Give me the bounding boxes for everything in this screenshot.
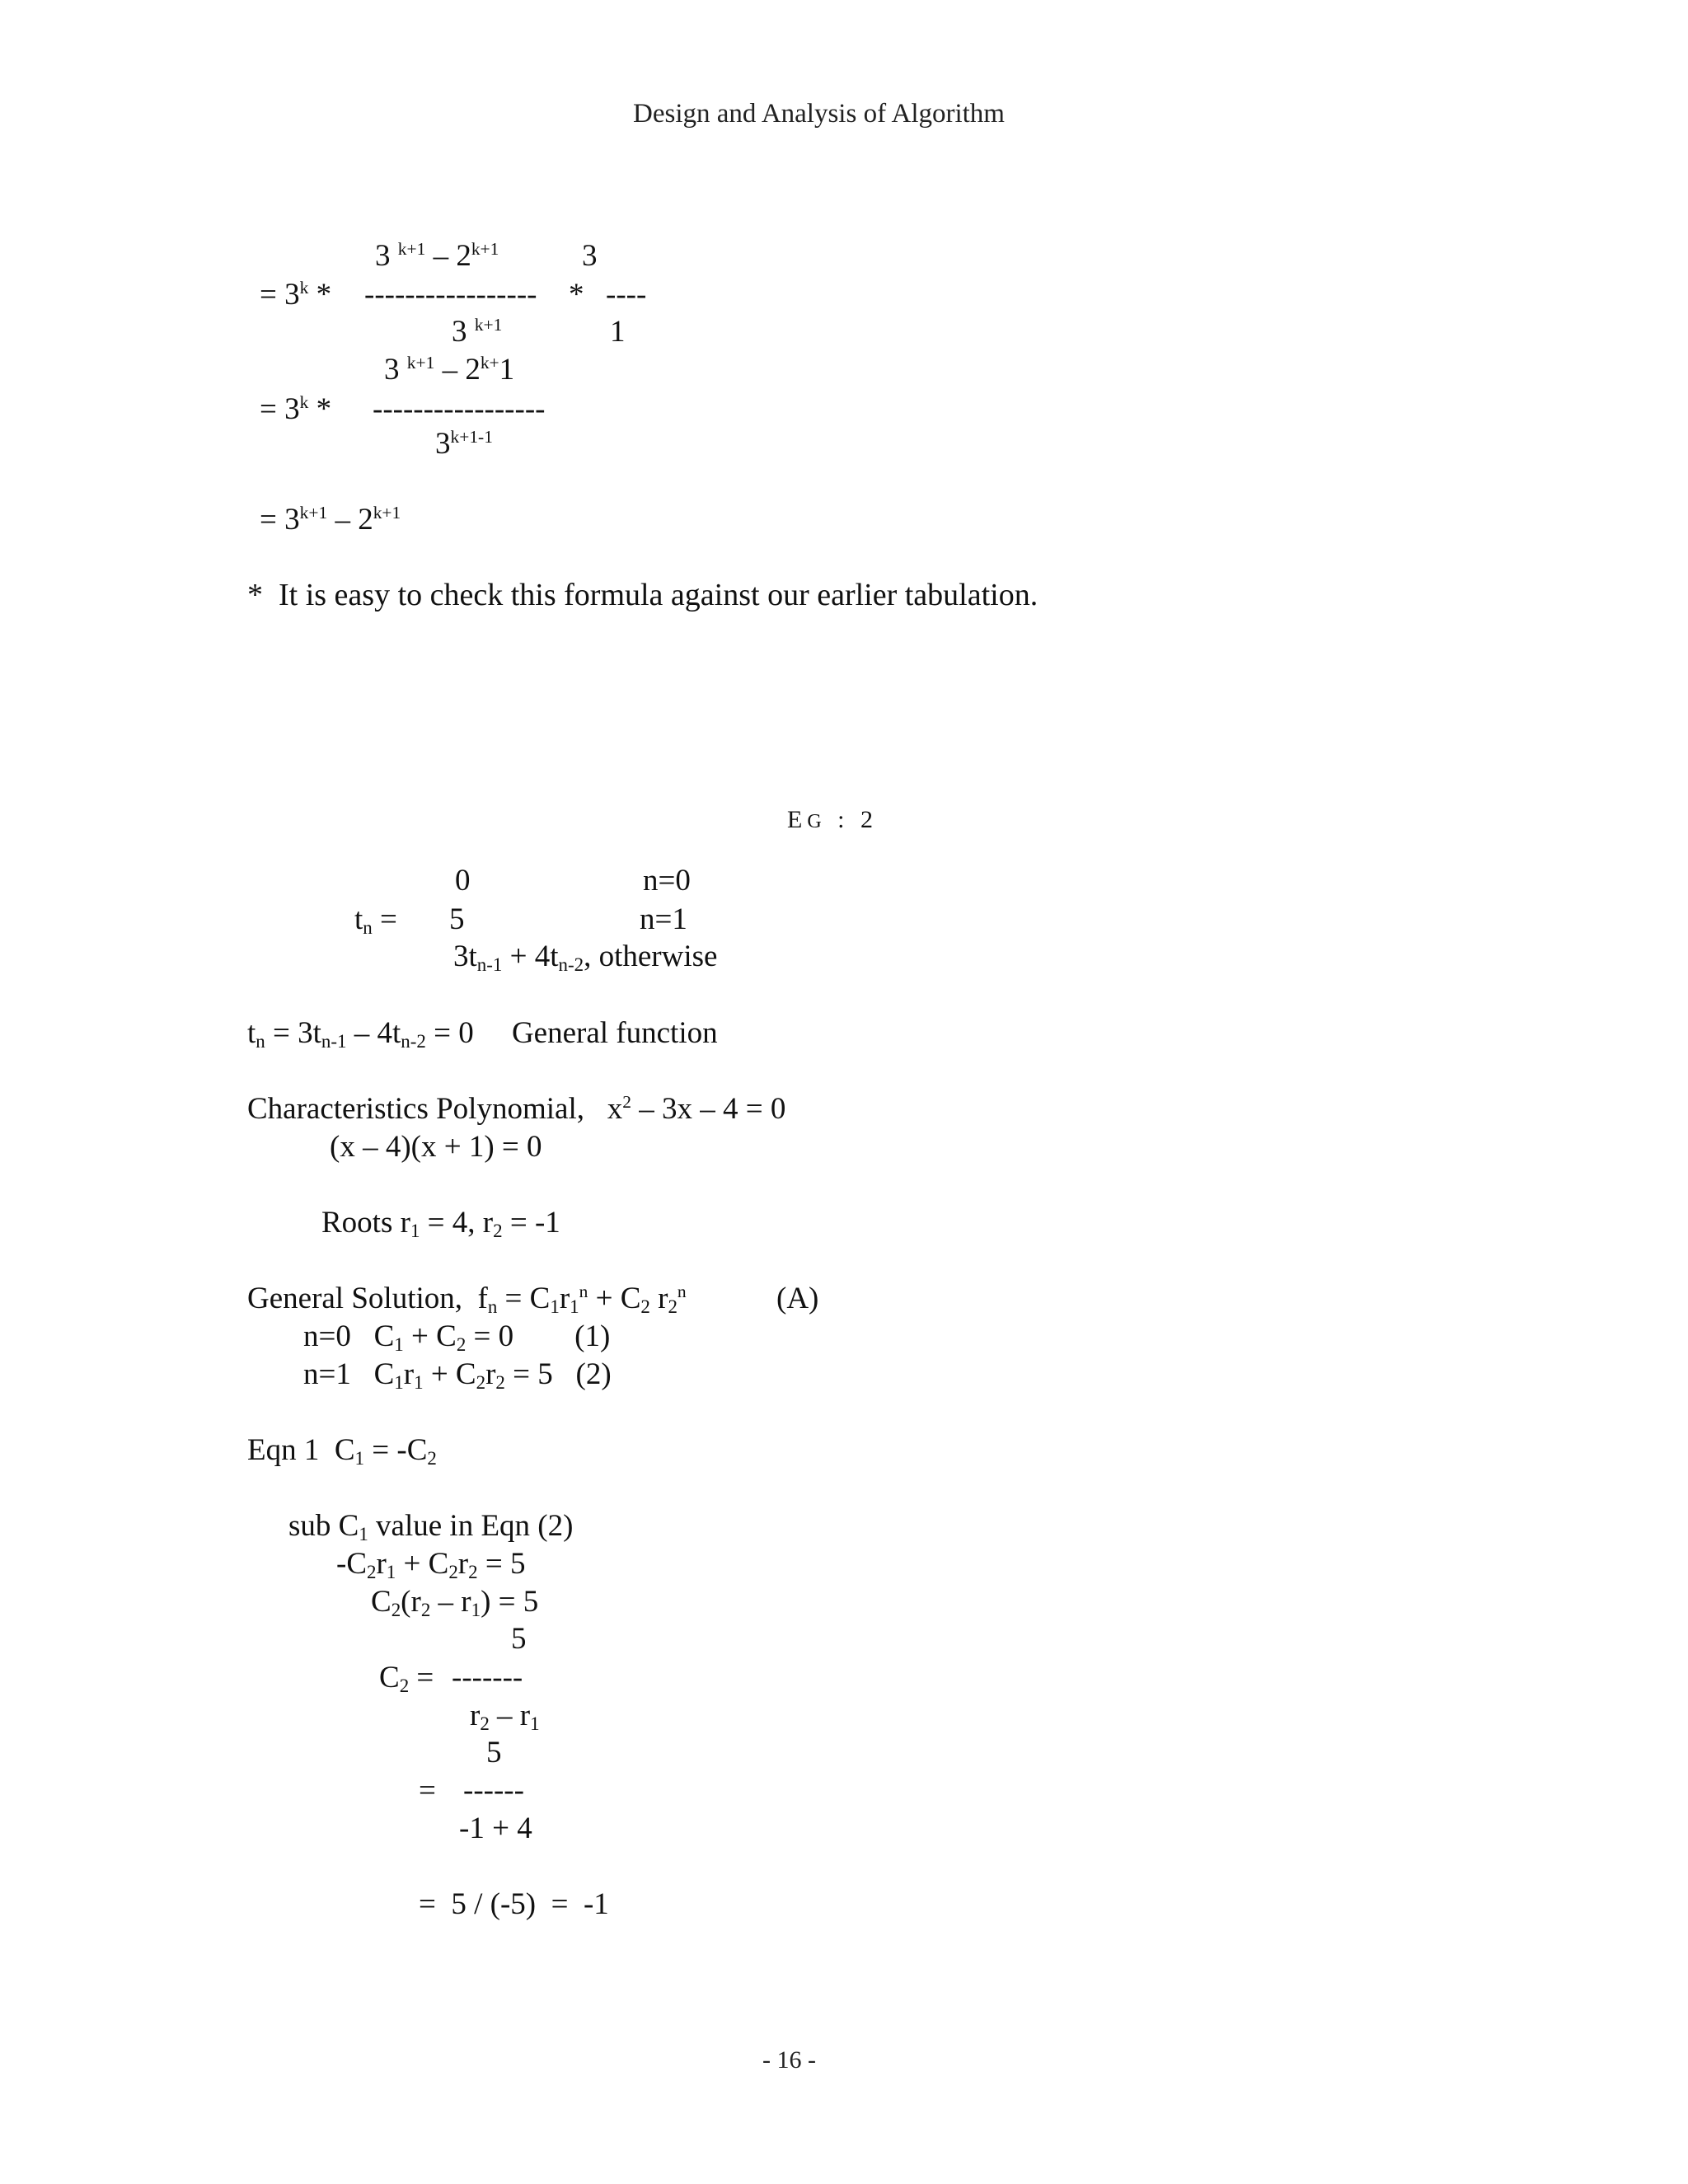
eqn-1: Eqn 1 $C_1 = -C_2$ — [247, 1433, 437, 1469]
substitution-step-1: $-C_2r_1 + C_2r_2 = 5$ — [336, 1547, 526, 1583]
fraction-1-right-denominator: 1 — [610, 315, 626, 349]
fraction-2-numerator: 3 $^{k+1} - 2^{k+}1$ — [384, 352, 515, 387]
fraction-2-lhs: = $3^k$ * — [260, 391, 332, 426]
case-0-condition: n=0 — [643, 864, 691, 898]
c2-step-equals: = — [419, 1774, 436, 1807]
condition-n0: n=0 $C_1 + C_2 = 0$ (1) — [303, 1319, 611, 1356]
fraction-1-bar: ----------------- — [364, 278, 537, 312]
c2-fraction-bar: ------- — [452, 1661, 523, 1694]
fraction-2-denominator: $3^{k+1-1}$ — [435, 426, 493, 461]
c2-step-bar: ------ — [463, 1774, 524, 1807]
fraction-1-right-bar: ---- — [606, 278, 647, 312]
c2-fraction-numerator: 5 — [511, 1622, 527, 1656]
equation-tag-a: (A) — [776, 1282, 819, 1315]
c2-final-value: = 5 / (-5) = -1 — [419, 1887, 609, 1921]
factored-polynomial: (x – 4)(x + 1) = 0 — [330, 1130, 542, 1164]
c2-fraction-denominator: $r_2 - r_1$ — [470, 1699, 540, 1735]
general-function: $t_n = 3t_{n-1} - 4t_{n-2} = 0$ General function — [247, 1016, 718, 1052]
fraction-1-numerator: 3 $^{k+1} - 2^{k+1}$ — [375, 238, 499, 273]
example-heading: EG : 2 — [787, 806, 879, 833]
fraction-1-lhs: = $3^k$ * — [260, 277, 332, 312]
fraction-1-denominator: 3 $^{k+1}$ — [452, 314, 503, 349]
tn-label: $t_n$ = — [354, 902, 397, 939]
substitution-step-2: $C_2(r_2 - r_1) = 5$ — [371, 1585, 539, 1621]
c2-step-numerator: 5 — [486, 1736, 502, 1769]
case-1-value: 5 — [449, 902, 465, 936]
derivation-result: = $3^{k+1} - 2^{k+1}$ — [260, 502, 401, 537]
general-solution: General Solution, $f_n = C_1r_1^n + C_2$ $r_2^n$ — [247, 1281, 687, 1318]
fraction-1-right-numerator: 3 — [582, 239, 598, 273]
c2-step-denominator: -1 + 4 — [459, 1811, 532, 1845]
case-2-expression: $3t_{n-1} + 4t_{n-2}$, otherwise — [453, 940, 718, 976]
substitution-heading: sub $C_1$ value in Eqn (2) — [288, 1509, 574, 1545]
condition-n1: n=1 $C_1r_1 + C_2r_2 = 5$ (2) — [303, 1357, 612, 1394]
fraction-2-bar: ----------------- — [373, 392, 546, 426]
case-0-value: 0 — [455, 864, 471, 898]
page-header: Design and Analysis of Algorithm — [633, 99, 1005, 129]
fraction-1-multiply-sign: * — [569, 278, 584, 312]
characteristic-polynomial: Characteristics Polynomial, $x^2 - 3x - 4 = 0$ — [247, 1091, 786, 1126]
case-1-condition: n=1 — [640, 902, 687, 936]
page-number: - 16 - — [762, 2046, 816, 2074]
tabulation-note: * It is easy to check this formula against our earlier tabulation. — [247, 578, 1039, 612]
roots: Roots $r_1 = 4$, $r_2 = -1$ — [321, 1206, 560, 1242]
c2-lhs: $C_2$ = — [379, 1661, 434, 1697]
